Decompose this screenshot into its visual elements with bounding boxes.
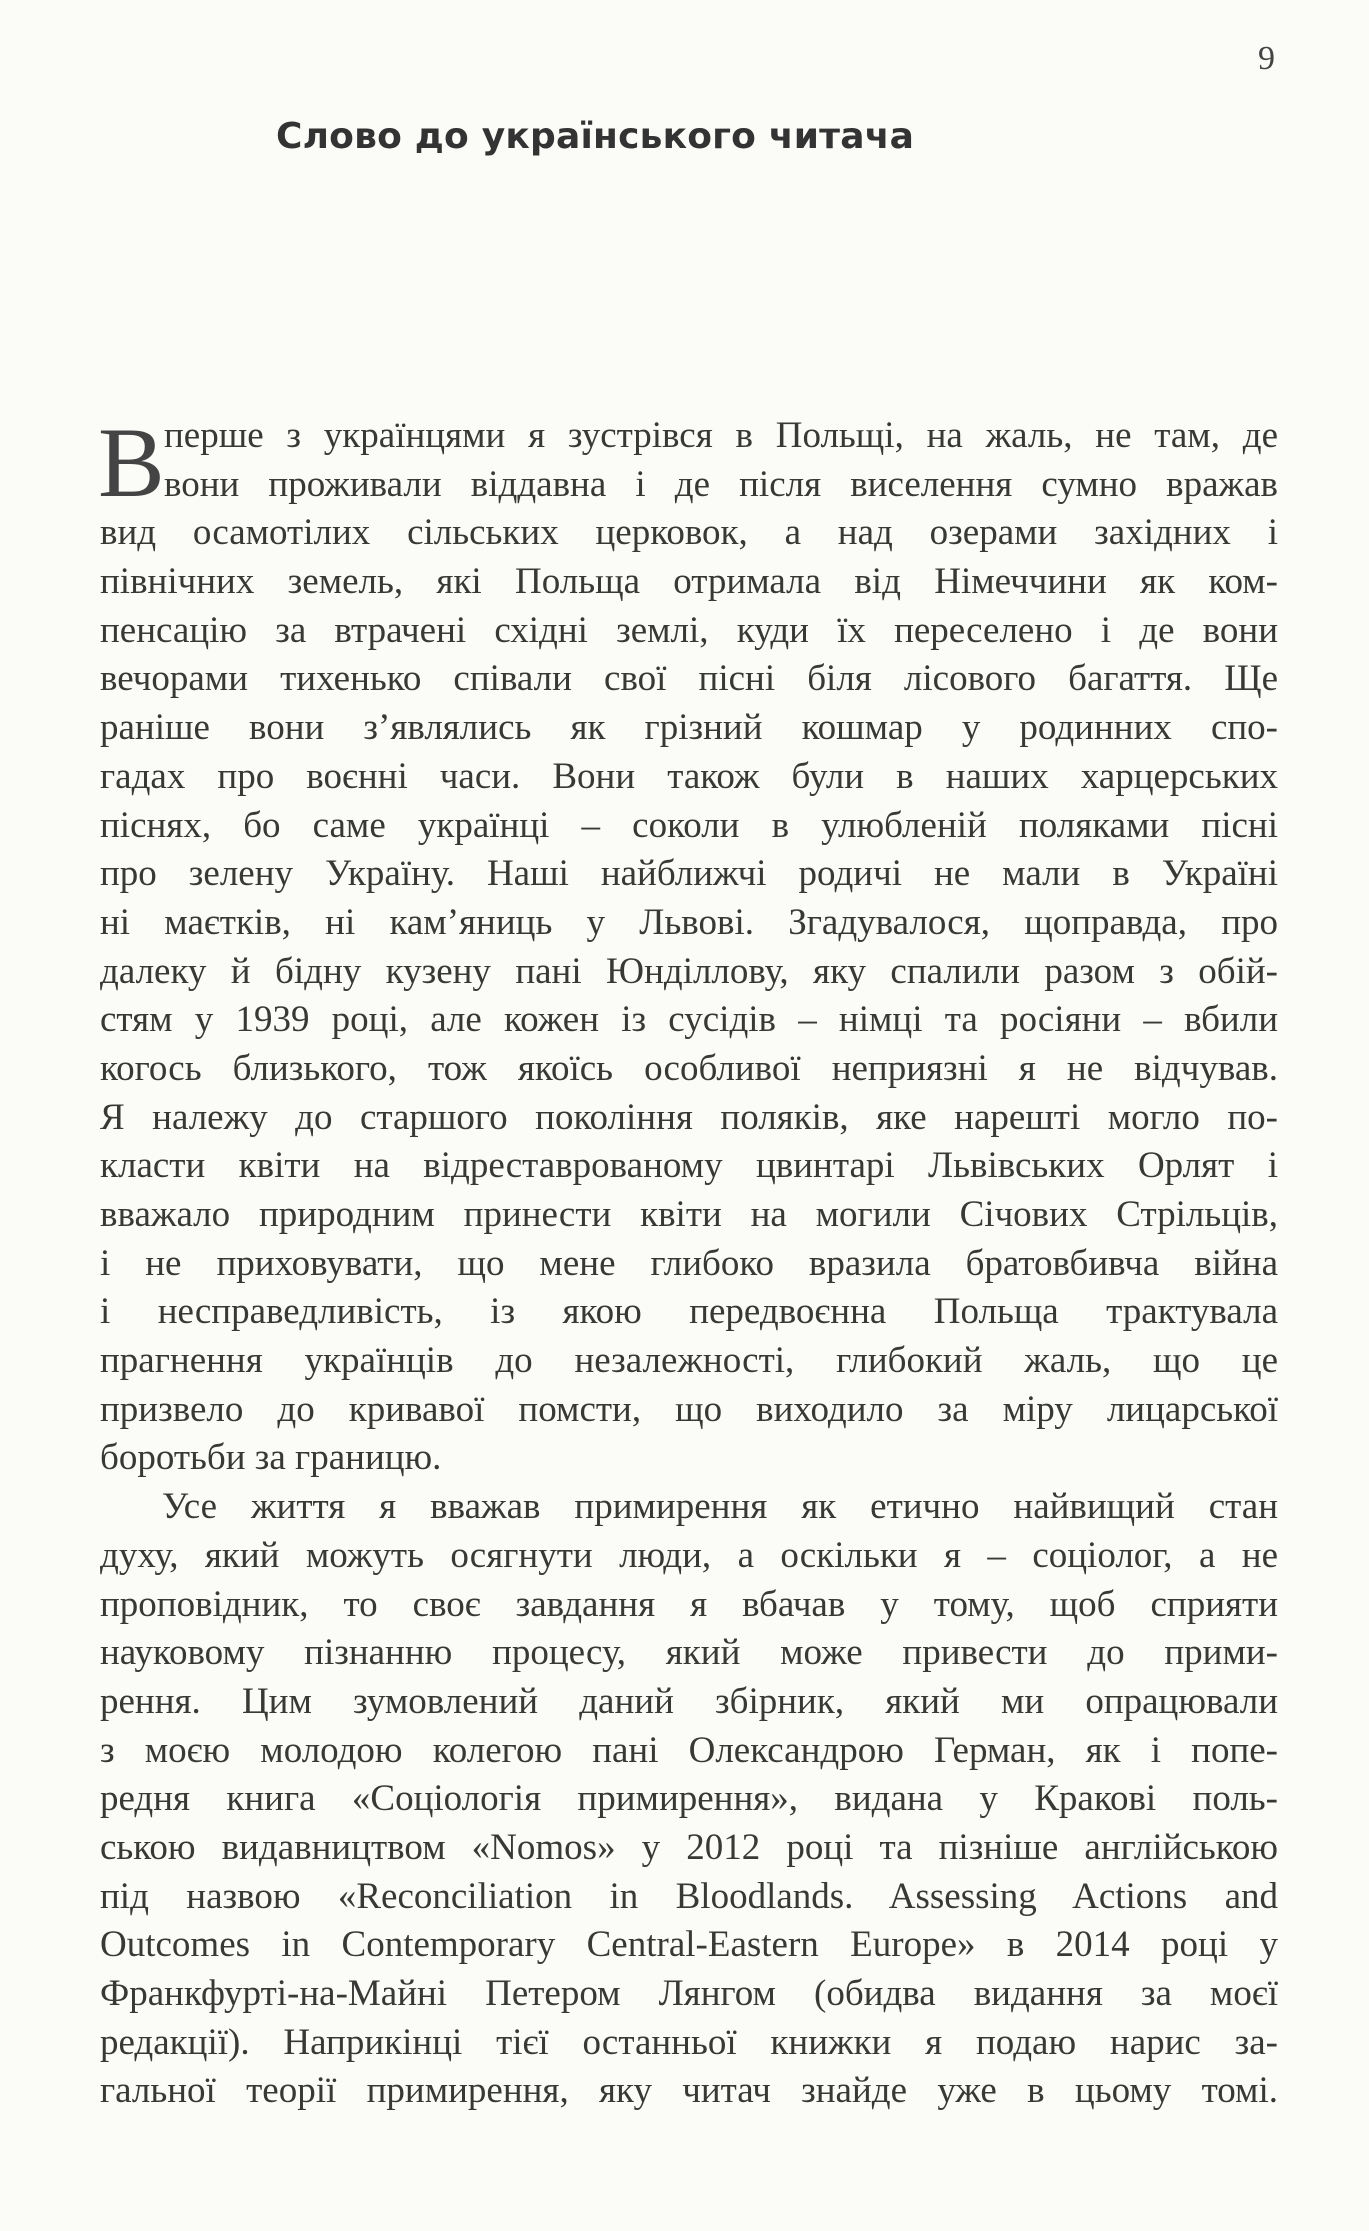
- text-line: когось близького, тож якоїсь особливої неприязні я не відчував.: [100, 1047, 1278, 1089]
- text-line: Франкфурті-на-Майні Петером Лянгом (обидва видання за моєї: [100, 1973, 1278, 2014]
- drop-cap: В: [98, 407, 165, 518]
- text-line: вважало природним принести квіти на могили Січових Стрільців,: [100, 1194, 1278, 1235]
- text-line: Outcomes in Contemporary Central-Eastern Europe» в 2014 році у: [100, 1924, 1278, 1966]
- text-line: раніше вони з’являлись як грізний кошмар у родинних спо-: [100, 707, 1278, 749]
- text-line: редакції). Наприкінці тієї останньої книжки я подаю нарис за-: [100, 2021, 1278, 2063]
- paragraph-2: [100, 1483, 1278, 2116]
- page-number: 9: [1258, 40, 1275, 77]
- text-line: і несправедливість, із якою передвоєнна Польща трактувала: [100, 1291, 1278, 1333]
- text-line: вечорами тихенько співали свої пісні біля лісового багаття. Ще: [100, 658, 1278, 700]
- text-line: з моєю молодою колегою пані Олександрою Герман, як і попе-: [100, 1729, 1278, 1771]
- text-line: вид осамотілих сільських церковок, а над озерами західних і: [100, 512, 1278, 554]
- text-line: і не приховувати, що мене глибоко вразила братовбивча війна: [100, 1242, 1278, 1284]
- text-line: вони проживали віддавна і де після виселення сумно вражав: [164, 463, 1278, 505]
- text-line: проповідник, то своє завдання я вбачав у тому, щоб сприяти: [100, 1583, 1278, 1625]
- text-line: боротьби за границю.: [100, 1437, 442, 1479]
- text-line: стям у 1939 році, але кожен із сусідів – німці та росіяни – вбили: [100, 999, 1278, 1041]
- text-line: перше з українцями я зустрівся в Польщі, на жаль, не там, де: [164, 415, 1278, 456]
- text-line: редня книга «Соціологія примирення», видана у Кракові поль-: [100, 1778, 1278, 1820]
- paragraph-1: [98, 407, 1278, 1483]
- text-line: науковому пізнанню процесу, який може привести до прими-: [100, 1632, 1278, 1674]
- text-line: класти квіти на відреставрованому цвинтарі Львівських Орлят і: [100, 1145, 1278, 1187]
- text-line: північних земель, які Польща отримала від Німеччини як ком-: [100, 561, 1278, 603]
- text-line: Я належу до старшого покоління поляків, яке нарешті могло по-: [100, 1096, 1278, 1138]
- text-line: піснях, бо саме українці – соколи в улюбленій поляками пісні: [100, 804, 1278, 846]
- text-line: ні маєтків, ні кам’яниць у Львові. Згадувалося, щоправда, про: [100, 901, 1278, 943]
- text-line: Усе життя я вважав примирення як етично найвищий стан: [162, 1486, 1278, 1528]
- text-line: рення. Цим зумовлений даний збірник, який ми опрацювали: [100, 1680, 1278, 1722]
- text-line: призвело до кривавої помсти, що виходило за міру лицарської: [100, 1388, 1278, 1430]
- text-line: ською видавництвом «Nomos» у 2012 році та пізніше англійською: [100, 1826, 1278, 1868]
- body-text: [98, 407, 1278, 2116]
- text-line: про зелену Україну. Наші найближчі родичі не мали в Україні: [100, 853, 1278, 895]
- text-line: далеку й бідну кузену пані Юнділлову, яку спалили разом з обій-: [100, 950, 1278, 992]
- text-line: пенсацію за втрачені східні землі, куди їх переселено і де вони: [100, 609, 1278, 651]
- text-line: прагнення українців до незалежності, глибокий жаль, що це: [100, 1340, 1278, 1382]
- text-line: гальної теорії примирення, яку читач знайде уже в цьому томі.: [100, 2070, 1278, 2112]
- text-line: під назвою «Reconciliation in Bloodlands. Assessing Actions and: [100, 1875, 1278, 1917]
- chapter-title: Слово до українського читача: [276, 116, 915, 157]
- text-line: гадах про воєнні часи. Вони також були в наших харцерських: [100, 755, 1278, 797]
- text-line: духу, який можуть осягнути люди, а оскільки я – соціолог, а не: [100, 1534, 1278, 1576]
